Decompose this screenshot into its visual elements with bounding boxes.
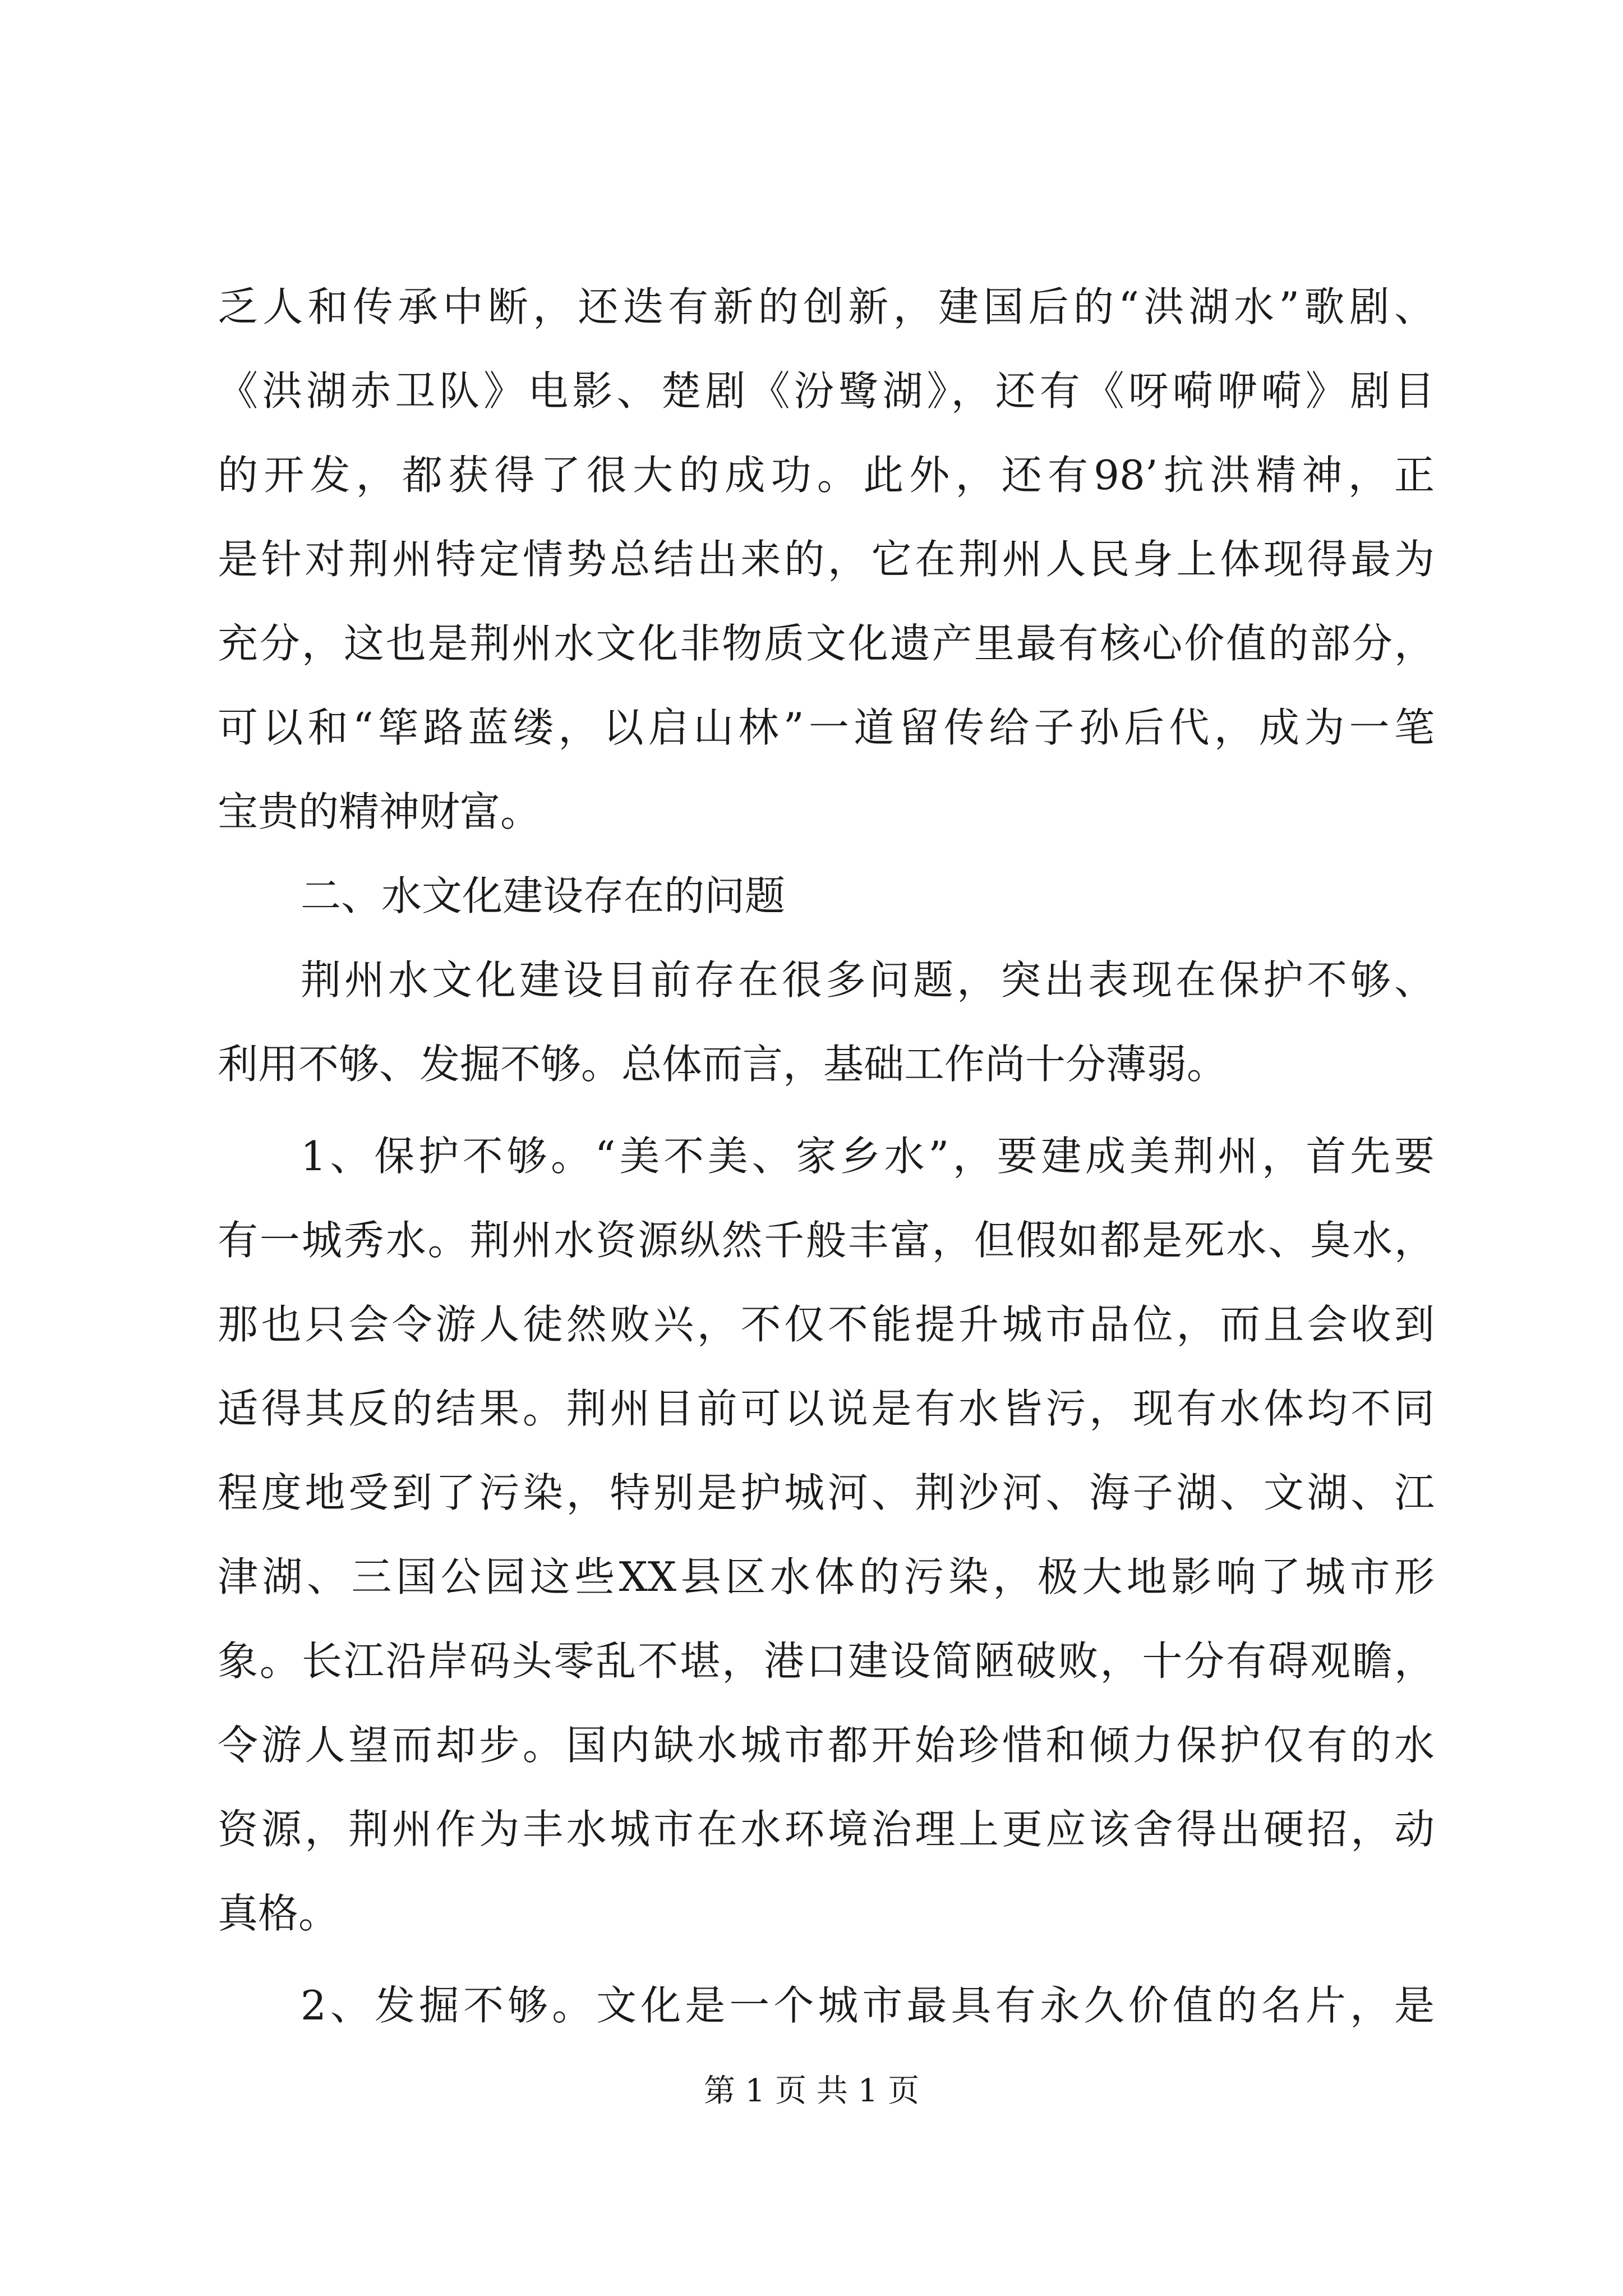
text-line: 是针对荆州特定情势总结出来的，它在荆州人民身上体现得最为 — [218, 536, 1435, 583]
text-line: 《洪湖赤卫队》电影、楚剧《汾鹭湖》，还有《呀嗬咿嗬》剧目 — [218, 367, 1435, 415]
text-line: 2、发掘不够。文化是一个城市最具有永久价值的名片，是 — [301, 1982, 1435, 2029]
text-line: 乏人和传承中断，还迭有新的创新，建国后的“洪湖水”歌剧、 — [218, 283, 1435, 330]
text-line: 象。长江沿岸码头零乱不堪，港口建设简陋破败，十分有碍观瞻， — [218, 1637, 1435, 1685]
text-line: 荆州水文化建设目前存在很多问题，突出表现在保护不够、 — [301, 956, 1435, 1004]
text-line: 可以和“筚路蓝缕，以启山林”一道留传给子孙后代，成为一笔 — [218, 704, 1435, 751]
text-line: 宝贵的精神财富。 — [218, 788, 541, 835]
section-heading: 二、水文化建设存在的问题 — [301, 872, 786, 919]
document-body — [218, 265, 1435, 2047]
paragraph — [218, 938, 1435, 1106]
paragraph — [218, 1114, 1435, 1955]
text-line: 利用不够、发掘不够。总体而言，基础工作尚十分薄弱。 — [218, 1041, 1228, 1088]
text-line: 那也只会令游人徒然败兴，不仅不能提升城市品位，而且会收到 — [218, 1301, 1435, 1348]
paragraph — [218, 1963, 1435, 2047]
page-footer: 第 1 页 共 1 页 — [703, 2073, 920, 2109]
text-line: 的开发，都获得了很大的成功。此外，还有98’抗洪精神，正 — [218, 452, 1435, 499]
text-line: 真格。 — [218, 1890, 339, 1937]
text-line: 资源，荆州作为丰水城市在水环境治理上更应该舍得出硬招，动 — [218, 1806, 1435, 1853]
text-line: 1、保护不够。“美不美、家乡水”，要建成美荆州，首先要 — [301, 1133, 1435, 1180]
text-line: 令游人望而却步。国内缺水城市都开始珍惜和倾力保护仅有的水 — [218, 1722, 1435, 1769]
text-line: 充分，这也是荆州水文化非物质文化遗产里最有核心价值的部分， — [218, 620, 1435, 667]
text-line: 适得其反的结果。荆州目前可以说是有水皆污，现有水体均不同 — [218, 1385, 1435, 1432]
text-line: 津湖、三国公园这些XX县区水体的污染，极大地影响了城市形 — [218, 1553, 1435, 1600]
text-line: 程度地受到了污染，特别是护城河、荆沙河、海子湖、文湖、江 — [218, 1469, 1435, 1516]
paragraph — [218, 265, 1435, 854]
text-line: 有一城秀水。荆州水资源纵然千般丰富，但假如都是死水、臭水， — [218, 1217, 1435, 1264]
